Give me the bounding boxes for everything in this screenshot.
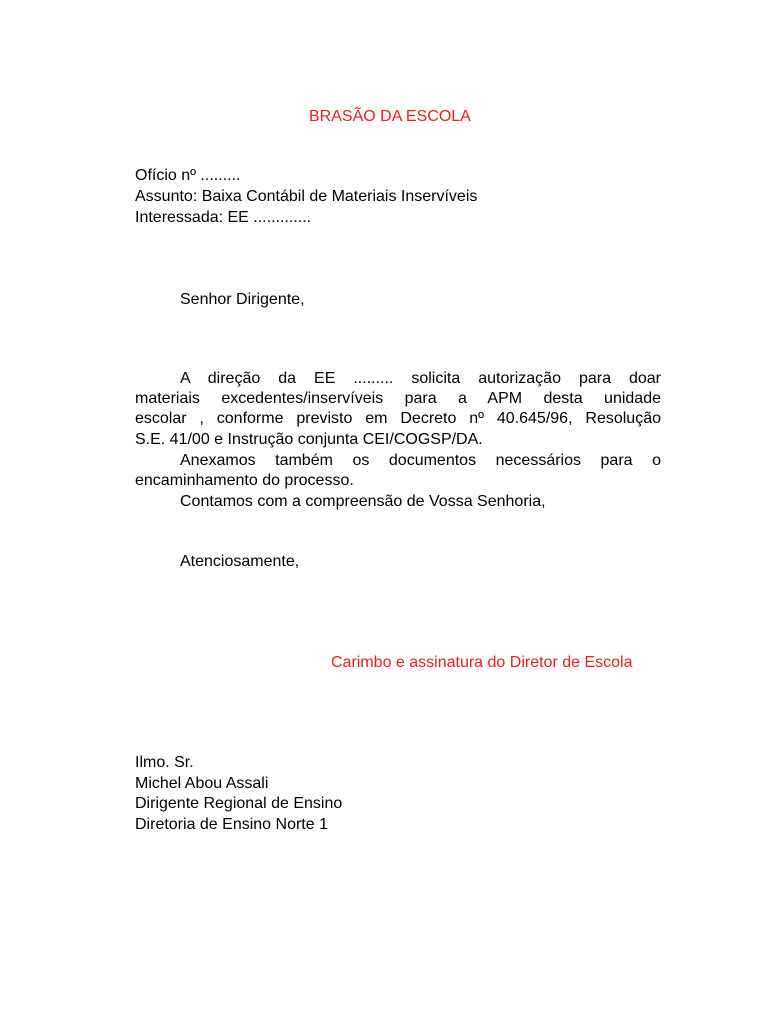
paragraph-2-line-2: encaminhamento do processo. [135, 472, 354, 489]
office-number: Ofício nº ......... [135, 167, 241, 184]
paragraph-1-line-2: materiais excedentes/inservíveis para a APM desta unidade [135, 390, 661, 407]
paragraph-3: Contamos com a compreensão de Vossa Senhoria, [180, 493, 546, 510]
closing: Atenciosamente, [180, 553, 300, 570]
paragraph-1-line-3: escolar , conforme previsto em Decreto nº 40.645/96, Resolução [135, 410, 661, 427]
recipient-name: Michel Abou Assali [135, 775, 269, 792]
paragraph-1-line-4: S.E. 41/00 e Instrução conjunta CEI/COGSP/DA. [135, 431, 483, 448]
paragraph-1-line-1: A direção da EE ......... solicita autorização para doar [180, 370, 661, 387]
salutation: Senhor Dirigente, [180, 291, 305, 308]
paragraph-2-line-1: Anexamos também os documentos necessários para o [180, 452, 661, 469]
signature-placeholder: Carimbo e assinatura do Diretor de Escola [331, 654, 633, 671]
recipient-position: Dirigente Regional de Ensino [135, 795, 343, 812]
interested-party: Interessada: EE ............. [135, 209, 312, 226]
subject-line: Assunto: Baixa Contábil de Materiais Inservíveis [135, 188, 478, 205]
recipient-department: Diretoria de Ensino Norte 1 [135, 816, 328, 833]
recipient-title: Ilmo. Sr. [135, 754, 194, 771]
coat-of-arms-placeholder: BRASÃO DA ESCOLA [309, 108, 471, 125]
